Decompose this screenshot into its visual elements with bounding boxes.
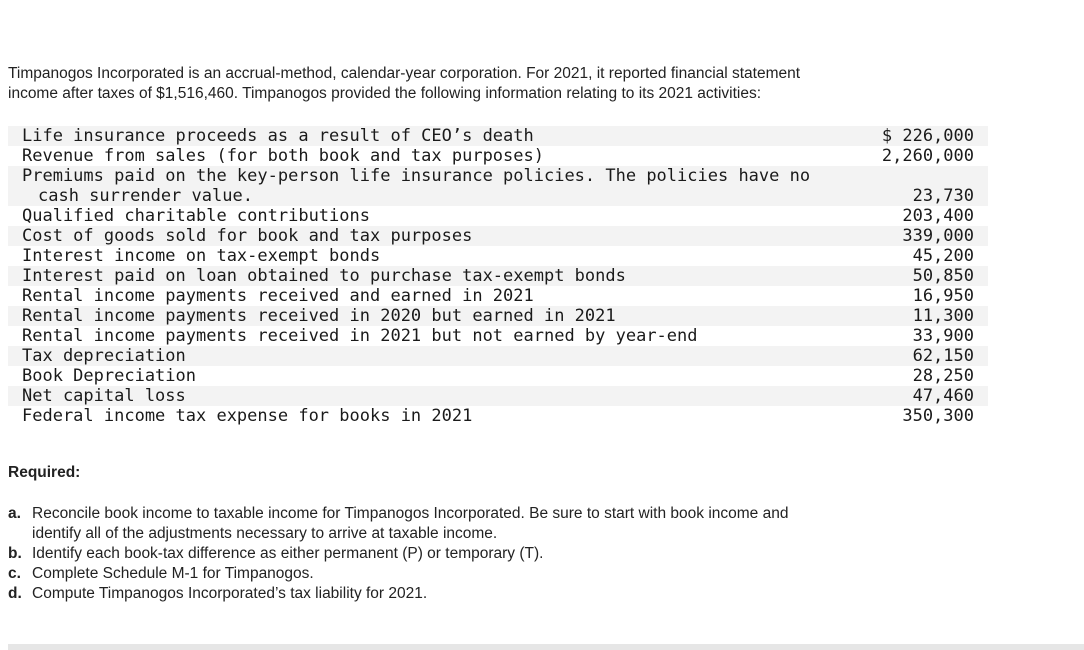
intro-line-2: income after taxes of $1,516,460. Timpanogos provided the following information relating to its 2021 activities: [8, 85, 762, 102]
row-amount: 33,900 [912, 326, 974, 346]
row-description: Interest income on tax-exempt bonds [22, 246, 381, 266]
required-heading: Required: [8, 464, 81, 481]
item-text [32, 584, 427, 604]
activities-table [8, 126, 988, 426]
table-row [8, 126, 988, 146]
table-row [8, 206, 988, 226]
table-row [8, 326, 988, 346]
item-letter: b. [8, 545, 22, 562]
row-description-line-1: Premiums paid on the key-person life insurance policies. The policies have no [22, 166, 811, 186]
row-amount: 203,400 [902, 206, 974, 226]
item-letter: d. [8, 585, 22, 602]
row-description: Net capital loss [22, 386, 186, 406]
required-list [8, 504, 958, 604]
row-amount: 50,850 [912, 266, 974, 286]
item-text-line-1: Identify each book-tax difference as either permanent (P) or temporary (T). [32, 545, 544, 562]
row-amount: $ 226,000 [881, 126, 974, 146]
item-text-line-1: Reconcile book income to taxable income for Timpanogos Incorporated. Be sure to start with book income and [32, 505, 789, 522]
row-description: Qualified charitable contributions [22, 206, 370, 226]
table-row [8, 226, 988, 246]
row-description: Life insurance proceeds as a result of CEO’s death [22, 126, 534, 146]
list-item [8, 504, 958, 544]
table-row [8, 246, 988, 266]
row-description: Rental income payments received in 2021 but not earned by year-end [22, 326, 698, 346]
problem-intro [8, 64, 1008, 104]
row-amount: 47,460 [912, 386, 974, 406]
row-description: Revenue from sales (for both book and tax purposes) [22, 146, 544, 166]
item-text-line-1: Complete Schedule M-1 for Timpanogos. [32, 565, 314, 582]
list-item [8, 564, 958, 584]
row-amount: 28,250 [912, 366, 974, 386]
table-row [8, 266, 988, 286]
row-description: Cost of goods sold for book and tax purposes [22, 226, 473, 246]
item-letter: c. [8, 565, 21, 582]
row-amount: 350,300 [902, 406, 974, 426]
table-row [8, 406, 988, 426]
item-text [32, 504, 788, 544]
row-description [22, 166, 810, 206]
row-description-line-2: cash surrender value. [38, 186, 253, 206]
item-text [32, 564, 314, 584]
row-amount: 62,150 [912, 346, 974, 366]
row-description: Rental income payments received and earned in 2021 [22, 286, 534, 306]
row-amount: 45,200 [912, 246, 974, 266]
table-row [8, 346, 988, 366]
row-amount: 2,260,000 [881, 146, 974, 166]
row-description: Rental income payments received in 2020 but earned in 2021 [22, 306, 616, 326]
row-amount: 23,730 [912, 186, 974, 206]
horizontal-scrollbar[interactable] [8, 644, 1084, 650]
item-text-line-2: identify all of the adjustments necessary to arrive at taxable income. [32, 525, 498, 542]
table-row [8, 386, 988, 406]
row-amount: 16,950 [912, 286, 974, 306]
list-item [8, 544, 958, 564]
row-description: Book Depreciation [22, 366, 196, 386]
list-item [8, 584, 958, 604]
table-row [8, 166, 988, 206]
item-text-line-1: Compute Timpanogos Incorporated’s tax liability for 2021. [32, 585, 428, 602]
row-amount: 339,000 [902, 226, 974, 246]
row-amount: 11,300 [912, 306, 974, 326]
row-description: Federal income tax expense for books in 2021 [22, 406, 473, 426]
row-description: Tax depreciation [22, 346, 186, 366]
table-row [8, 306, 988, 326]
row-description: Interest paid on loan obtained to purchase tax-exempt bonds [22, 266, 626, 286]
table-row [8, 146, 988, 166]
table-row [8, 366, 988, 386]
item-text [32, 544, 543, 564]
intro-line-1: Timpanogos Incorporated is an accrual-method, calendar-year corporation. For 2021, it reported financial statement [8, 65, 801, 82]
table-row [8, 286, 988, 306]
item-letter: a. [8, 505, 21, 522]
